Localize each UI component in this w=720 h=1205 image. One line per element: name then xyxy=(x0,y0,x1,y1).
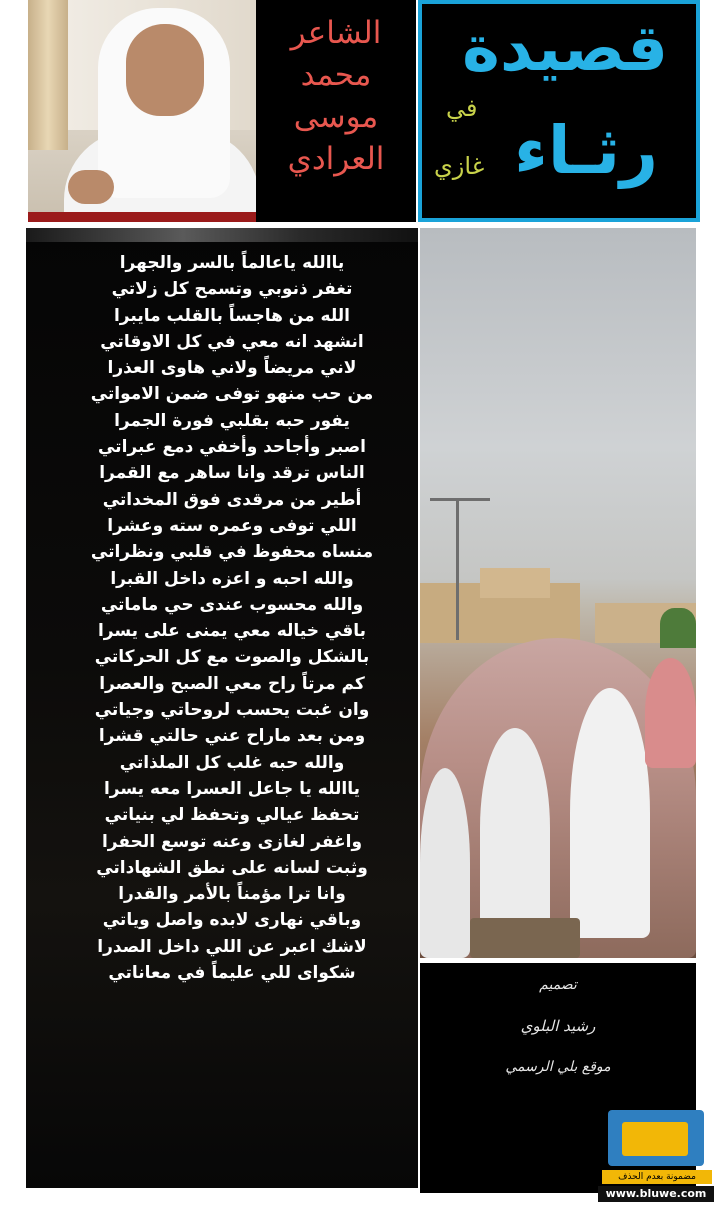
poet-portrait xyxy=(28,0,256,222)
poem-line: والله احبه و اعزه داخل القبرا xyxy=(110,568,354,589)
title-rithaa: رثـاء xyxy=(514,112,658,189)
poem-line: وثبت لسانه على نطق الشهاداتي xyxy=(96,857,368,878)
poem-line: كم مرتاً راح معي الصبح والعصرا xyxy=(99,673,365,694)
funeral-crowd-photo xyxy=(420,228,696,958)
poem-line: اصبر وأجاحد وأخفي دمع عبراتي xyxy=(97,437,367,458)
poem-line: والله حبه غلب كل الملذاتي xyxy=(119,752,345,773)
poem-line: أطير من مرقدى فوق المخداتي xyxy=(102,489,362,510)
poem-line: الناس ترقد وانا ساهر مع القمرا xyxy=(99,463,365,484)
title-ghazi: غازي xyxy=(434,152,485,180)
poem-line: ياالله يا جاعل العسرا معه يسرا xyxy=(103,778,361,799)
poet-family-name: العرادي xyxy=(287,141,385,177)
title-qasida: قصيدة xyxy=(462,12,668,86)
design-label: تصميم xyxy=(539,977,577,993)
poem-lines xyxy=(26,250,418,986)
poet-first-name: محمد xyxy=(300,57,372,93)
poem-line: تغفر ذنوبي وتسمح كل زلاتي xyxy=(111,279,353,300)
poem-line: انشهد انه معي في كل الاوقاتي xyxy=(100,331,364,352)
poem-title-box xyxy=(418,0,700,222)
designer-site: موقع بلي الرسمي xyxy=(505,1059,611,1075)
poem-line: لاني مريضاً ولاني هاوى العذرا xyxy=(107,358,357,379)
logo-tagline: مضمونة بعدم الحذف xyxy=(602,1170,712,1184)
poem-panel-bar xyxy=(26,228,418,242)
poet-title: الشاعر xyxy=(290,15,382,51)
designer-name: رشيد البلوي xyxy=(520,1017,596,1035)
poem-line: بالشكل والصوت مع كل الحركاتي xyxy=(94,647,370,668)
poem-line: ياالله ياعالماً بالسر والجهرا xyxy=(119,253,345,273)
poet-name-panel xyxy=(256,0,416,222)
poet-father-name: موسى xyxy=(293,99,379,135)
poem-line: الله من هاجساً بالقلب مايبرا xyxy=(113,305,351,326)
poem-line: ومن بعد ماراح عني حالتي قشرا xyxy=(98,726,366,747)
title-fi: في xyxy=(446,94,478,122)
poem-line: والله محسوب عندى حي ماماتي xyxy=(100,594,364,615)
poem-line: وانا ترا مؤمناً بالأمر والقدرا xyxy=(118,884,346,905)
poem-line: شكواى للي عليماً في معاناتي xyxy=(108,963,356,984)
poem-line: تحفظ عيالي وتحفظ لي بنياتي xyxy=(104,805,360,826)
bluwe-logo[interactable] xyxy=(598,1108,714,1202)
poem-line: وباقي نهارى لابده واصل وياتي xyxy=(102,910,362,931)
poem-panel xyxy=(26,228,418,1188)
poem-line: وان غبت يحسب لروحاتي وجياتي xyxy=(94,700,370,721)
logo-mark-inner-icon xyxy=(622,1122,688,1156)
poem-line: باقي خياله معي يمنى على يسرا xyxy=(97,621,367,642)
poem-line: اللي توفى وعمره سته وعشرا xyxy=(107,515,357,536)
poem-line: يفور حبه بقلبي فورة الجمرا xyxy=(114,410,350,431)
poem-line: واغفر لغازى وعنه توسع الحفرا xyxy=(101,831,363,852)
poem-line: من حب منهو توفى ضمن الامواتي xyxy=(90,384,374,405)
logo-url[interactable]: www.bluwe.com xyxy=(598,1186,714,1202)
poem-line: منساه محفوظ في قلبي ونظراتي xyxy=(90,542,374,563)
poem-line: لاشك اعبر عن اللي داخل الصدرا xyxy=(97,936,367,957)
